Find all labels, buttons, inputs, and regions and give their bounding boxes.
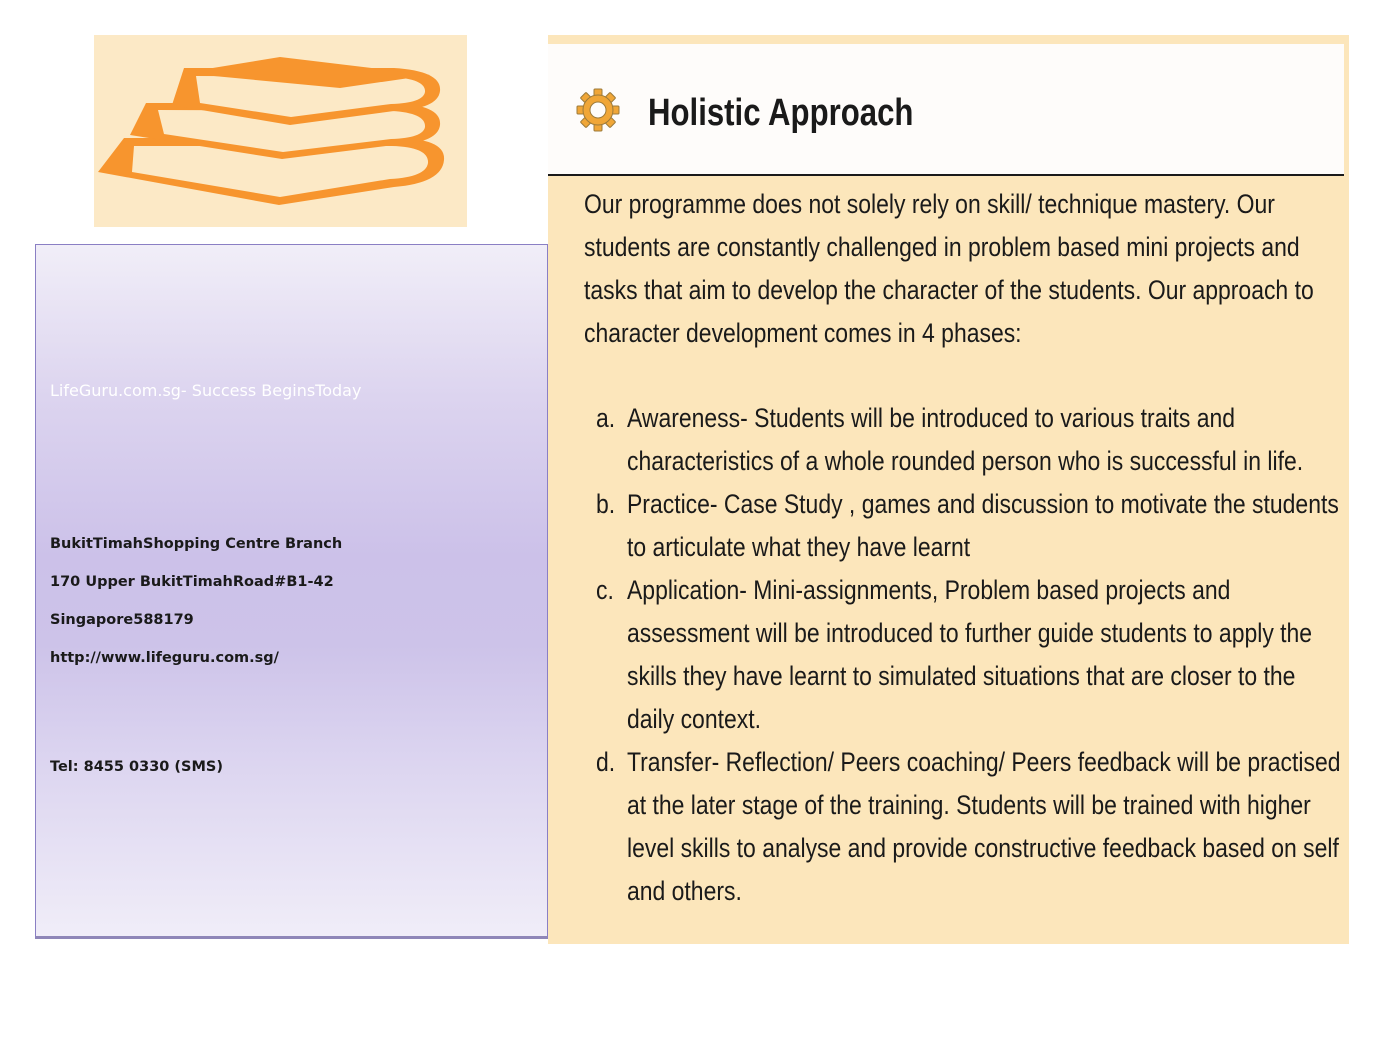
info-panel xyxy=(35,244,548,939)
intro-line: tasks that aim to develop the character of the students. Our approach to xyxy=(584,275,1314,305)
phase-marker: c. xyxy=(596,575,614,605)
phase-line: Application- Mini-assignments, Problem based projects and xyxy=(627,575,1231,605)
phase-line: characteristics of a whole rounded person who is successful in life. xyxy=(627,446,1304,476)
phase-line: and others. xyxy=(627,876,742,906)
phase-list xyxy=(596,397,1349,913)
intro-line: Our programme does not solely rely on skill/ technique mastery. Our xyxy=(584,189,1275,219)
phase-marker: a. xyxy=(596,403,616,433)
phase-line: assessment will be introduced to further guide students to apply the xyxy=(627,618,1313,648)
phase-line: Practice- Case Study , games and discussion to motivate the students xyxy=(627,489,1339,519)
approach-header xyxy=(548,44,1344,175)
phase-line: daily context. xyxy=(627,704,761,734)
branch-name: BukitTimahShopping Centre Branch xyxy=(50,536,343,552)
header-divider xyxy=(548,174,1344,176)
phase-item-practice xyxy=(596,483,1349,569)
intro-line: character development comes in 4 phases: xyxy=(584,318,1022,348)
gear-icon xyxy=(575,77,621,143)
intro-line: students are constantly challenged in problem based mini projects and xyxy=(584,232,1300,262)
phase-line: Transfer- Reflection/ Peers coaching/ Peers feedback will be practised xyxy=(627,747,1341,777)
website-link[interactable]: http://www.lifeguru.com.sg/ xyxy=(50,650,279,666)
phase-line: skills they have learnt to simulated situations that are closer to the xyxy=(627,661,1296,691)
phase-marker: b. xyxy=(596,489,616,519)
phase-line: Awareness- Students will be introduced to various traits and xyxy=(627,403,1236,433)
approach-intro xyxy=(584,183,1344,355)
phone-number: Tel: 8455 0330 (SMS) xyxy=(50,759,223,775)
phase-line: to articulate what they have learnt xyxy=(627,532,971,562)
phase-item-application xyxy=(596,569,1349,741)
phase-item-transfer xyxy=(596,741,1349,913)
logo xyxy=(94,35,467,227)
books-stack-icon xyxy=(94,35,467,227)
phase-item-awareness xyxy=(596,397,1349,483)
city-postal[interactable]: Singapore588179 xyxy=(50,612,194,628)
phase-marker: d. xyxy=(596,747,616,777)
holistic-approach-card xyxy=(548,35,1349,944)
address: 170 Upper BukitTimahRoad#B1-42 xyxy=(50,574,334,590)
approach-title: Holistic Approach xyxy=(648,92,914,134)
phase-line: level skills to analyse and provide constructive feedback based on self xyxy=(627,833,1339,863)
tagline: LifeGuru.com.sg- Success BeginsToday xyxy=(50,381,362,400)
phase-line: at the later stage of the training. Students will be trained with higher xyxy=(627,790,1311,820)
